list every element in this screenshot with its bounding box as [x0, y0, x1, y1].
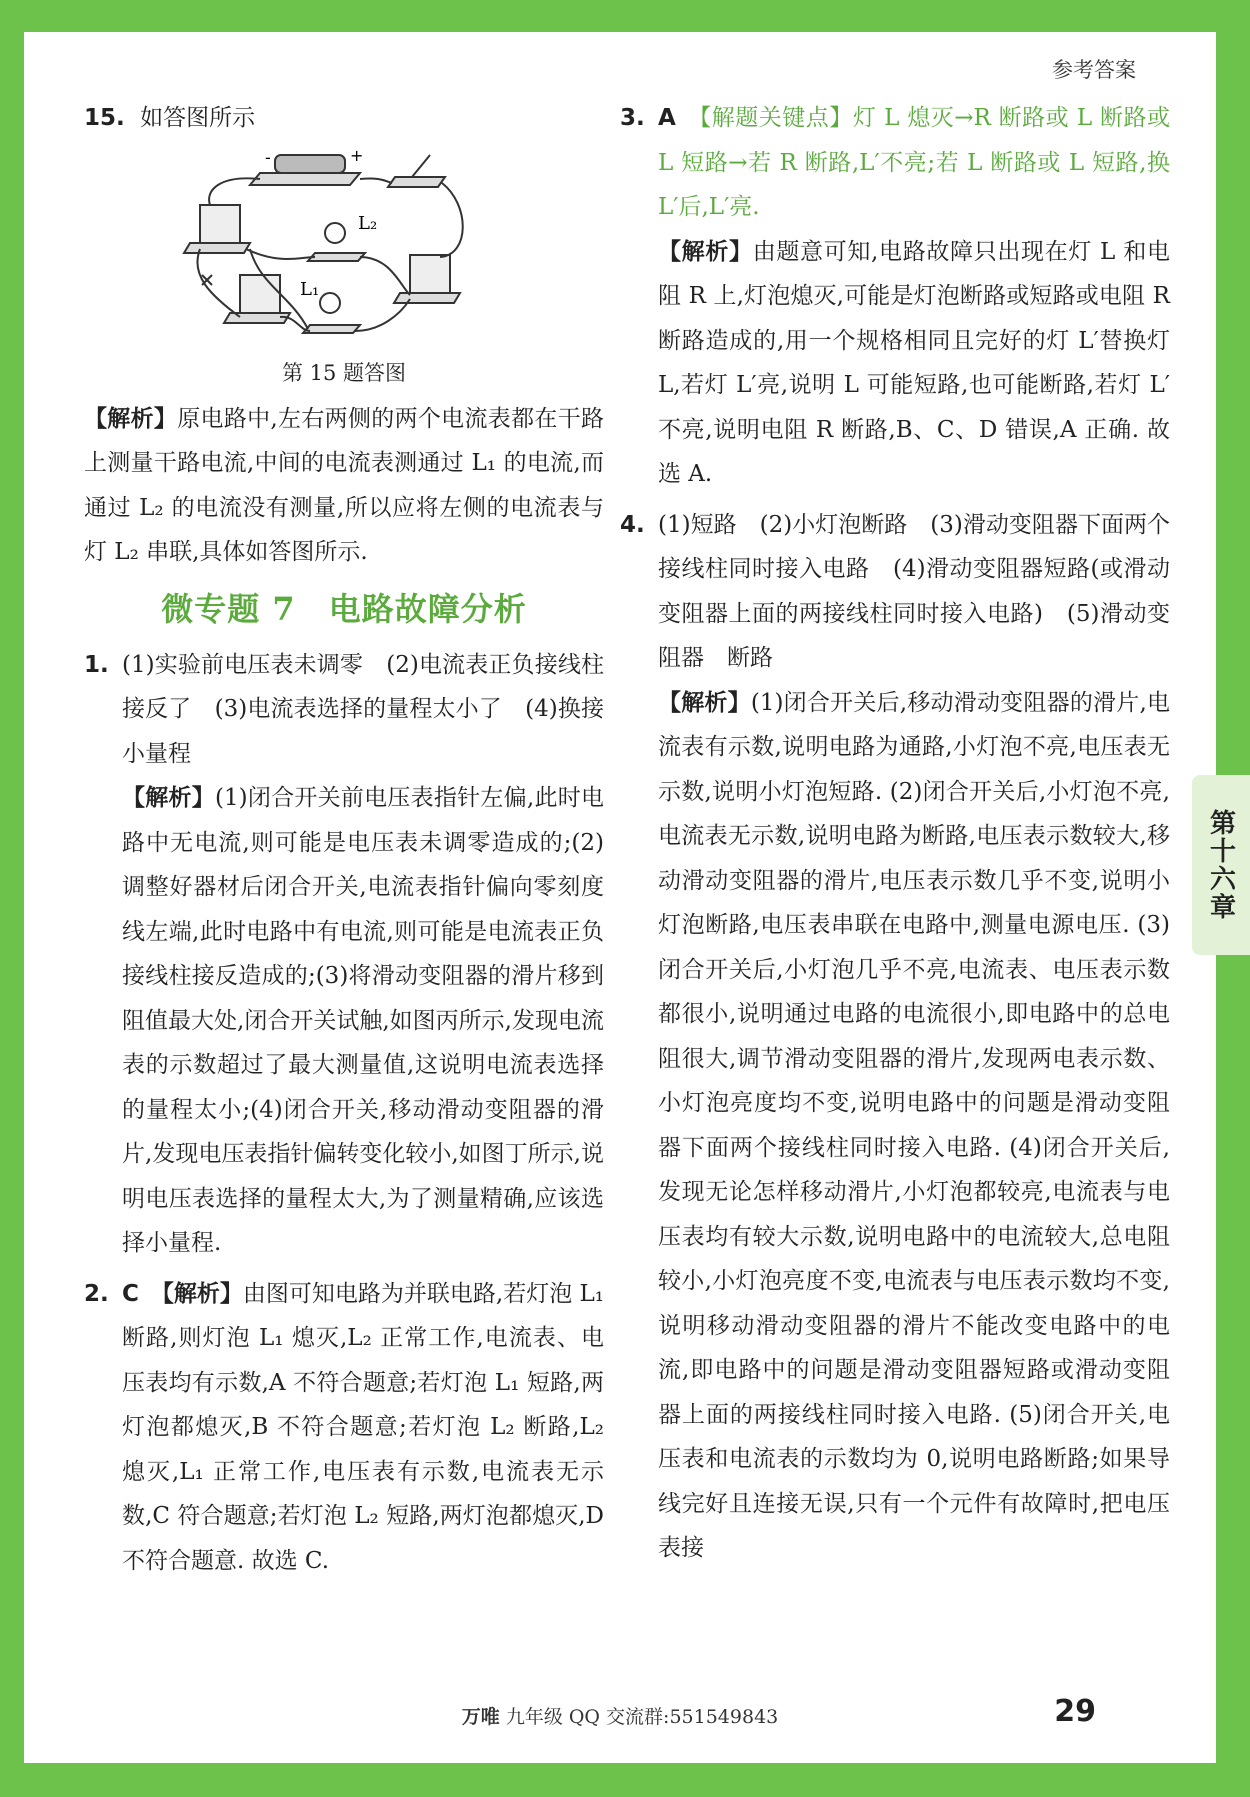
plus-label: +	[350, 145, 364, 165]
analysis-tag: 【解析】	[150, 1279, 243, 1307]
minus-label: -	[265, 147, 271, 167]
analysis-text: 由题意可知,电路故障只出现在灯 L 和电阻 R 上,灯泡熄灭,可能是灯泡断路或短路或电阻 R 断路造成的,用一个规格相同且完好的灯 L′替换灯 L,若灯 L′亮,说明 L 可能短路,也可能断路,若灯 L′不亮,说明电阻 R 断路,B、C、D 错误,A 正确. 故选 A.	[658, 238, 1170, 487]
question-number: 2.	[84, 1280, 109, 1307]
analysis-text: (1)闭合开关后,移动滑动变阻器的滑片,电流表有示数,说明电路为通路,小灯泡不亮,电压表无示数,说明小灯泡短路. (2)闭合开关后,小灯泡不亮,电流表无示数,说明电路为断路,电压表示数较大,移动滑动变阻器的滑片,电压表示数几乎不变,说明小灯泡断路,电压表串联在电路中,测量电源电压. (3)闭合开关后,小灯泡几乎不亮,电流表、电压表示数都很小,说明通过电路的电流很小,即电路中的总电阻很大,调节滑动变阻器的滑片,发现两电表示数、小灯泡亮度均不变,说明电路中的问题是滑动变阻器下面两个接线柱同时接入电路. (4)闭合开关后,发现无论怎样移动滑片,小灯泡都较亮,电流表与电压表均有较大示数,说明电路中的电流较大,总电阻较小,小灯泡亮度不变,电流表与电压表示数均不变,说明移动滑动变阻器的滑片不能改变电路中的电流,即电路中的问题是滑动变阻器短路或滑动变阻器上面的两接线柱同时接入电路. (5)闭合开关,电压表和电流表的示数均为 0,说明电路断路;如果导线完好且连接无误,只有一个元件有故障时,把电压表接	[658, 689, 1171, 1561]
frame-top	[0, 0, 1250, 32]
analysis-text: 由图可知电路为并联电路,若灯泡 L₁ 断路,则灯泡 L₁ 熄灭,L₂ 正常工作,电流表、电压表均有示数,A 不符合题意;若灯泡 L₁ 短路,两灯泡都熄灭,B 不符合题意;若灯泡 L₂ 断路,L₂ 熄灭,L₁ 正常工作,电压表有示数,电流表无示数,C 符合题意;若灯泡 L₂ 短路,两灯泡都熄灭,D 不符合题意. 故选 C.	[122, 1280, 605, 1574]
key-text: 灯 L 熄灭→R 断路或 L 断路或 L 短路→若 R 断路,L′不亮;若 L 断路或 L 短路,换 L′后,L′亮.	[658, 105, 1170, 220]
question-number: 1.	[84, 651, 109, 678]
question-2	[84, 1272, 604, 1584]
l1-label: L₁	[300, 278, 320, 300]
left-column	[84, 96, 604, 1583]
analysis-tag: 【解析】	[122, 784, 216, 811]
frame-bottom	[0, 1763, 1250, 1797]
analysis-tag: 【解析】	[658, 688, 751, 716]
question-3	[620, 96, 1170, 497]
figure-caption: 第 15 题答图	[281, 360, 407, 385]
q15-analysis	[84, 397, 604, 575]
answer-letter: C	[122, 1280, 139, 1307]
section-title: 微专题 7 电路故障分析	[161, 589, 527, 628]
page	[24, 32, 1216, 1763]
analysis-tag: 【解析】	[658, 237, 753, 265]
question-4	[620, 503, 1170, 1571]
footer	[24, 1702, 1216, 1729]
analysis-text: 原电路中,左右两侧的两个电流表都在干路上测量干路电流,中间的电流表测通过 L₁ 的电流,而通过 L₂ 的电流没有测量,所以应将左侧的电流表与灯 L₂ 串联,具体如答图所示.	[84, 405, 605, 565]
circuit-diagram	[180, 145, 480, 355]
question-number: 3.	[620, 105, 645, 131]
right-column	[620, 96, 1170, 1571]
question-1	[84, 643, 604, 1266]
header-label: 参考答案	[1052, 58, 1136, 82]
chapter-tab: 第十六章	[1192, 775, 1250, 955]
question-15	[84, 96, 604, 141]
circuit-figure	[180, 145, 480, 355]
answer-text: (1)实验前电压表未调零 (2)电流表正负接线柱接反了 (3)电流表选择的量程太小了 (4)换接小量程	[122, 651, 604, 767]
answer-text: (1)短路 (2)小灯泡断路 (3)滑动变阻器下面两个接线柱同时接入电路 (4)滑动变阻器短路(或滑动变阻器上面的两接线柱同时接入电路) (5)滑动变阻器 断路	[658, 511, 1170, 671]
question-number: 4.	[620, 511, 645, 538]
l2-label: L₂	[358, 212, 378, 234]
footer-brand: 万唯	[461, 1706, 500, 1728]
footer-text: 九年级 QQ 交流群:551549843	[505, 1706, 779, 1728]
analysis-tag: 【解析】	[84, 404, 178, 432]
page-number: 29	[1054, 1694, 1096, 1729]
key-tag: 【解题关键点】	[687, 105, 853, 131]
frame-left	[0, 0, 24, 1797]
q1-analysis	[122, 776, 604, 1266]
question-number: 15.	[84, 105, 125, 131]
answer-letter: A	[658, 105, 676, 131]
analysis-text: (1)闭合开关前电压表指针左偏,此时电路中无电流,则可能是电压表未调零造成的;(2)调整好器材后闭合开关,电流表指针偏向零刻度线左端,此时电路中有电流,则可能是电流表正负接线柱接反造成的;(3)将滑动变阻器的滑片移到阻值最大处,闭合开关试触,如图丙所示,发现电流表的示数超过了最大测量值,这说明电流表选择的量程太小;(4)闭合开关,移动滑动变阻器的滑片,发现电压表指针偏转变化较小,如图丁所示,说明电压表选择的量程太大,为了测量精确,应该选择小量程.	[122, 785, 605, 1256]
answer-text: 如答图所示	[140, 105, 256, 131]
